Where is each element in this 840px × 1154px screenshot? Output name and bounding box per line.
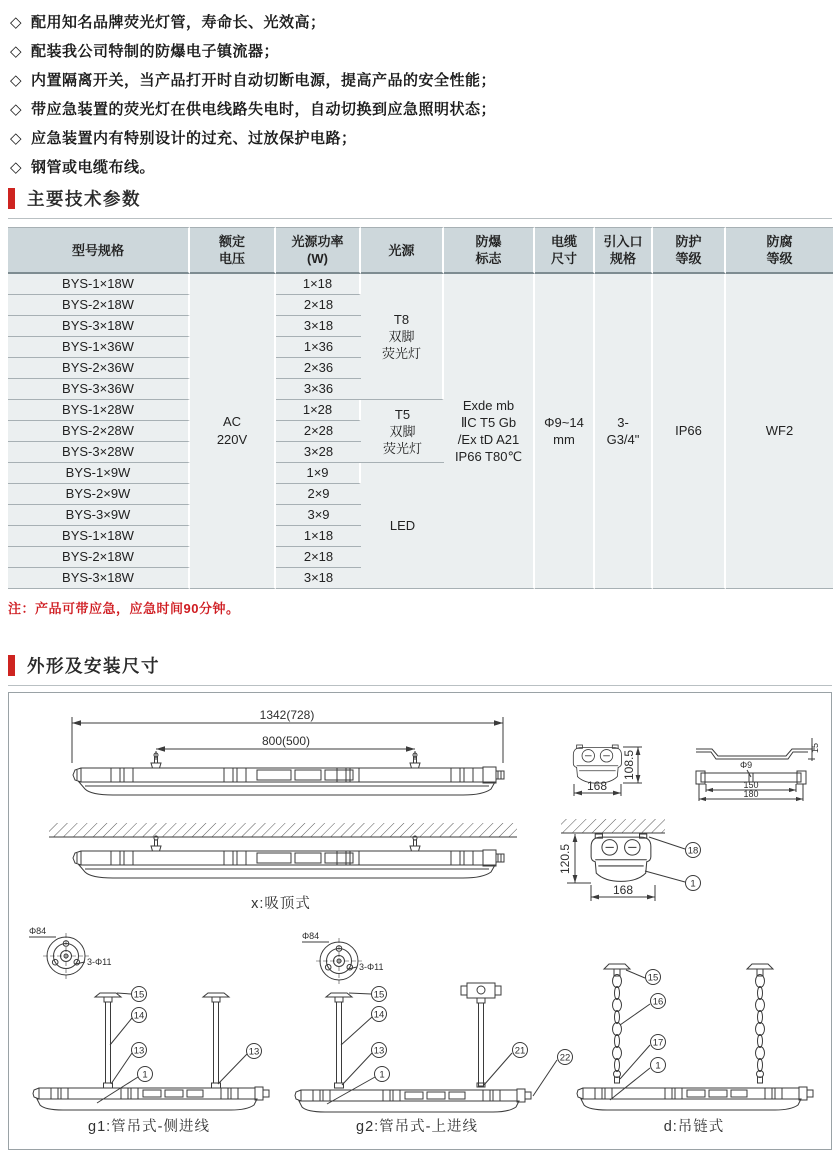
model-cell: BYS-3×28W bbox=[8, 442, 190, 463]
dimension-drawing-panel bbox=[8, 692, 832, 1150]
callout-13 bbox=[372, 1043, 387, 1058]
power-cell: 3×36 bbox=[276, 379, 361, 400]
cable-cell: Φ9~14 mm bbox=[535, 274, 595, 589]
diamond-bullet-icon: ◇ bbox=[10, 130, 23, 147]
power-cell: 2×28 bbox=[276, 421, 361, 442]
model-cell: BYS-1×36W bbox=[8, 337, 190, 358]
diamond-bullet-icon: ◇ bbox=[10, 159, 23, 176]
exmark-cell: Exde mb ⅡC T5 Gb /Ex tD A21 IP66 T80℃ bbox=[444, 274, 535, 589]
callout-21 bbox=[513, 1043, 528, 1058]
voltage-cell: AC 220V bbox=[190, 274, 276, 589]
dim-flange-diameter: Φ84 bbox=[29, 926, 47, 936]
svg-text:14: 14 bbox=[373, 1009, 385, 1021]
inlet-cell: 3- G3/4" bbox=[595, 274, 653, 589]
callout-17 bbox=[651, 1035, 666, 1050]
power-cell: 2×18 bbox=[276, 295, 361, 316]
wf-cell: WF2 bbox=[726, 274, 833, 589]
drawing-side-view bbox=[72, 708, 504, 795]
callout-15 bbox=[372, 987, 387, 1002]
model-cell: BYS-2×18W bbox=[8, 547, 190, 568]
svg-text:13: 13 bbox=[248, 1046, 260, 1058]
svg-text:1: 1 bbox=[690, 878, 696, 890]
section-header-dimensions bbox=[8, 653, 832, 686]
installation-drawings bbox=[9, 693, 831, 1149]
source-cell-t8: T8 双脚 荧光灯 bbox=[361, 274, 444, 400]
drawing-ceiling-mount bbox=[49, 823, 517, 912]
svg-text:18: 18 bbox=[687, 845, 699, 857]
svg-text:21: 21 bbox=[514, 1045, 526, 1057]
drawing-g2-pipe-top bbox=[295, 931, 573, 1135]
red-accent-bar bbox=[8, 655, 15, 676]
model-cell: BYS-2×9W bbox=[8, 484, 190, 505]
caption-ceiling-type: x:吸顶式 bbox=[251, 896, 311, 912]
model-cell: BYS-3×36W bbox=[8, 379, 190, 400]
dim-mount-distance: 800(500) bbox=[261, 734, 311, 748]
callout-1 bbox=[138, 1067, 153, 1082]
feature-text: 配用知名品牌荧光灯管，寿命长、光效高； bbox=[31, 14, 326, 31]
feature-text: 带应急装置的荧光灯在供电线路失电时，自动切换到应急照明状态； bbox=[31, 101, 497, 118]
diamond-bullet-icon: ◇ bbox=[10, 101, 23, 118]
dim-flange-diameter: Φ84 bbox=[302, 931, 320, 941]
power-cell: 3×9 bbox=[276, 505, 361, 526]
svg-text:13: 13 bbox=[133, 1045, 145, 1057]
feature-text: 内置隔离开关，当产品打开时自动切断电源，提高产品的安全性能； bbox=[31, 72, 497, 89]
diamond-bullet-icon: ◇ bbox=[10, 72, 23, 89]
model-cell: BYS-1×18W bbox=[8, 526, 190, 547]
model-cell: BYS-3×18W bbox=[8, 568, 190, 589]
col-header-wf: 防腐 等级 bbox=[726, 227, 833, 274]
section-header-params bbox=[8, 186, 832, 219]
feature-item bbox=[10, 124, 832, 153]
dim-bracket-180: 180 bbox=[743, 789, 759, 799]
model-cell: BYS-1×9W bbox=[8, 463, 190, 484]
junction-box bbox=[461, 983, 501, 1087]
drawing-d-chain bbox=[577, 964, 813, 1135]
diamond-bullet-icon: ◇ bbox=[10, 14, 23, 31]
svg-text:1: 1 bbox=[379, 1069, 385, 1081]
section-title: 外形及安装尺寸 bbox=[27, 656, 160, 676]
dim-flange-holes: 3-Φ11 bbox=[359, 962, 384, 972]
svg-text:1: 1 bbox=[142, 1069, 148, 1081]
callout-22 bbox=[558, 1050, 573, 1065]
svg-text:13: 13 bbox=[373, 1045, 385, 1057]
col-header-cable: 电缆 尺寸 bbox=[535, 227, 595, 274]
dim-total-length: 1342(728) bbox=[259, 708, 315, 722]
ip-cell: IP66 bbox=[653, 274, 726, 589]
power-cell: 2×18 bbox=[276, 547, 361, 568]
feature-item bbox=[10, 66, 832, 95]
dim-end-width: 168 bbox=[586, 779, 608, 793]
drawing-end-view bbox=[573, 745, 642, 796]
section-title: 主要技术参数 bbox=[27, 189, 141, 209]
red-accent-bar bbox=[8, 188, 15, 209]
power-cell: 2×9 bbox=[276, 484, 361, 505]
model-cell: BYS-1×18W bbox=[8, 274, 190, 295]
feature-item bbox=[10, 153, 832, 182]
svg-text:15: 15 bbox=[373, 989, 385, 1001]
col-header-model: 型号规格 bbox=[8, 227, 190, 274]
spec-table bbox=[8, 227, 833, 589]
callout-1 bbox=[686, 876, 701, 891]
callout-16 bbox=[651, 994, 666, 1009]
drawing-ceiling-end-view bbox=[558, 819, 701, 901]
feature-text: 应急装置内有特别设计的过充、过放保护电路； bbox=[31, 130, 357, 147]
col-header-inlet: 引入口 规格 bbox=[595, 227, 653, 274]
caption-g2: g2:管吊式-上进线 bbox=[356, 1119, 478, 1135]
feature-list bbox=[8, 8, 832, 182]
svg-text:1: 1 bbox=[655, 1060, 661, 1072]
feature-item bbox=[10, 8, 832, 37]
caption-g1: g1:管吊式-侧进线 bbox=[88, 1119, 210, 1135]
feature-text: 钢管或电缆布线。 bbox=[31, 159, 156, 176]
svg-text:15: 15 bbox=[133, 989, 145, 1001]
power-cell: 3×18 bbox=[276, 316, 361, 337]
svg-text:22: 22 bbox=[559, 1052, 571, 1064]
source-cell-t5: T5 双脚 荧光灯 bbox=[361, 400, 444, 463]
model-cell: BYS-3×18W bbox=[8, 316, 190, 337]
callout-14 bbox=[372, 1007, 387, 1022]
diamond-bullet-icon: ◇ bbox=[10, 43, 23, 60]
power-cell: 3×28 bbox=[276, 442, 361, 463]
callout-15 bbox=[132, 987, 147, 1002]
svg-text:15: 15 bbox=[647, 972, 659, 984]
col-header-exmark: 防爆 标志 bbox=[444, 227, 535, 274]
power-cell: 1×36 bbox=[276, 337, 361, 358]
callout-1 bbox=[651, 1058, 666, 1073]
caption-d: d:吊链式 bbox=[663, 1119, 725, 1135]
col-header-voltage: 额定 电压 bbox=[190, 227, 276, 274]
model-cell: BYS-2×28W bbox=[8, 421, 190, 442]
svg-text:17: 17 bbox=[652, 1037, 664, 1049]
model-cell: BYS-2×18W bbox=[8, 295, 190, 316]
feature-text: 配装我公司特制的防爆电子镇流器； bbox=[31, 43, 280, 60]
power-cell: 1×18 bbox=[276, 274, 361, 295]
dim-ceiling-width: 168 bbox=[612, 883, 634, 897]
svg-text:14: 14 bbox=[133, 1010, 145, 1022]
drawing-g1-pipe-side bbox=[29, 926, 269, 1135]
table-header-row bbox=[8, 227, 833, 274]
model-cell: BYS-2×36W bbox=[8, 358, 190, 379]
model-cell: BYS-3×9W bbox=[8, 505, 190, 526]
col-header-ip: 防护 等级 bbox=[653, 227, 726, 274]
drawing-bracket-profile bbox=[696, 738, 820, 801]
dim-bracket-thickness: 15 bbox=[810, 742, 820, 754]
dim-bracket-hole: Φ9 bbox=[740, 760, 753, 770]
callout-15 bbox=[646, 970, 661, 985]
callout-14 bbox=[132, 1008, 147, 1023]
col-header-power: 光源功率 (W) bbox=[276, 227, 361, 274]
emergency-note: 注：产品可带应急，应急时间90分钟。 bbox=[8, 601, 240, 616]
dim-ceiling-height: 120.5 bbox=[558, 843, 572, 875]
svg-text:16: 16 bbox=[652, 996, 664, 1008]
callout-13 bbox=[247, 1044, 262, 1059]
col-header-source: 光源 bbox=[361, 227, 444, 274]
power-cell: 3×18 bbox=[276, 568, 361, 589]
dim-flange-holes: 3-Φ11 bbox=[87, 957, 112, 967]
model-cell: BYS-1×28W bbox=[8, 400, 190, 421]
feature-item bbox=[10, 37, 832, 66]
power-cell: 2×36 bbox=[276, 358, 361, 379]
source-cell-led: LED bbox=[361, 463, 444, 589]
callout-18 bbox=[686, 843, 701, 858]
callout-1 bbox=[375, 1067, 390, 1082]
callout-13 bbox=[132, 1043, 147, 1058]
table-row bbox=[8, 274, 833, 295]
dim-bracket-150: 150 bbox=[743, 780, 759, 790]
power-cell: 1×9 bbox=[276, 463, 361, 484]
dim-end-height: 108.5 bbox=[622, 749, 636, 781]
power-cell: 1×18 bbox=[276, 526, 361, 547]
feature-item bbox=[10, 95, 832, 124]
power-cell: 1×28 bbox=[276, 400, 361, 421]
